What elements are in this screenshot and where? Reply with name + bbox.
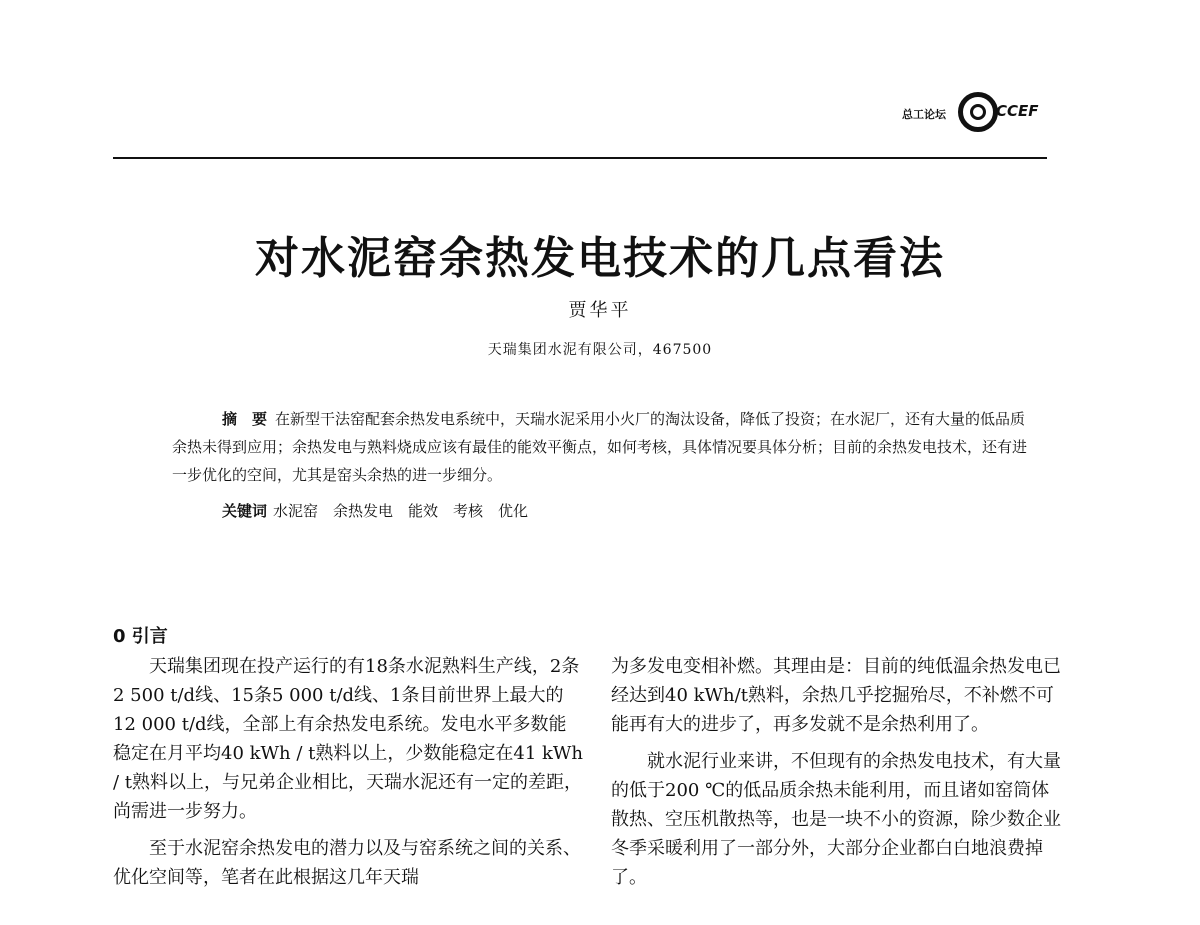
keywords-label: 关键词 bbox=[222, 502, 268, 520]
ccef-logo bbox=[900, 86, 1050, 142]
ccef-emblem-icon bbox=[958, 92, 998, 132]
body-paragraph: 天瑞集团现在投产运行的有18条水泥熟料生产线，2条2 500 t/d线、15条5 000 t/d线、1条目前世界上最大的12 000 t/d线，全部上有余热发电系统。发电水平多数能稳定在月平均40 kWh / t熟料以上，少数能稳定在41 kWh / t熟料以上，与兄弟企业相比，天瑞水泥还有一定的差距，尚需进一步努力。 bbox=[113, 656, 583, 822]
keywords-text: 水泥窑 余热发电 能效 考核 优化 bbox=[273, 502, 529, 520]
section-heading-introduction: 0 引言 bbox=[113, 626, 168, 647]
abstract-paragraph bbox=[172, 405, 1038, 489]
author-affiliation: 天瑞集团水泥有限公司，467500 bbox=[487, 342, 713, 358]
body-paragraph: 就水泥行业来讲，不但现有的余热发电技术，有大量的低于200 ℃的低品质余热未能利用，而且诸如窑筒体散热、空压机散热等，也是一块不小的资源，除少数企业冬季采暖利用了一部分外，大部分企业都白白地浪费掉了。 bbox=[611, 751, 1061, 888]
keywords bbox=[222, 500, 528, 521]
abstract-label: 摘 要 bbox=[222, 410, 268, 428]
header-rule bbox=[113, 157, 1047, 159]
abstract-text: 在新型干法窑配套余热发电系统中，天瑞水泥采用小火厂的淘汰设备，降低了投资；在水泥厂，还有大量的低品质余热未得到应用；余热发电与熟料烧成应该有最佳的能效平衡点，如何考核，具体情况要具体分析；目前的余热发电技术，还有进一步优化的空间，尤其是窑头余热的进一步细分。 bbox=[172, 410, 1028, 484]
body-paragraph: 至于水泥窑余热发电的潜力以及与窑系统之间的关系、优化空间等，笔者在此根据这几年天瑞 bbox=[113, 838, 581, 888]
body-column-right bbox=[611, 652, 1061, 892]
author-name: 贾华平 bbox=[568, 300, 632, 321]
paper-title: 对水泥窑余热发电技术的几点看法 bbox=[255, 233, 945, 284]
body-paragraph: 为多发电变相补燃。其理由是：目前的纯低温余热发电已经达到40 kWh/t熟料，余热几乎挖掘殆尽，不补燃不可能再有大的进步了，再多发就不是余热利用了。 bbox=[611, 656, 1061, 735]
body-column-left bbox=[113, 652, 583, 892]
logo-cn-text: 总工论坛 bbox=[902, 108, 946, 121]
logo-en-text: CCEF bbox=[996, 102, 1039, 120]
abstract bbox=[172, 405, 1038, 489]
